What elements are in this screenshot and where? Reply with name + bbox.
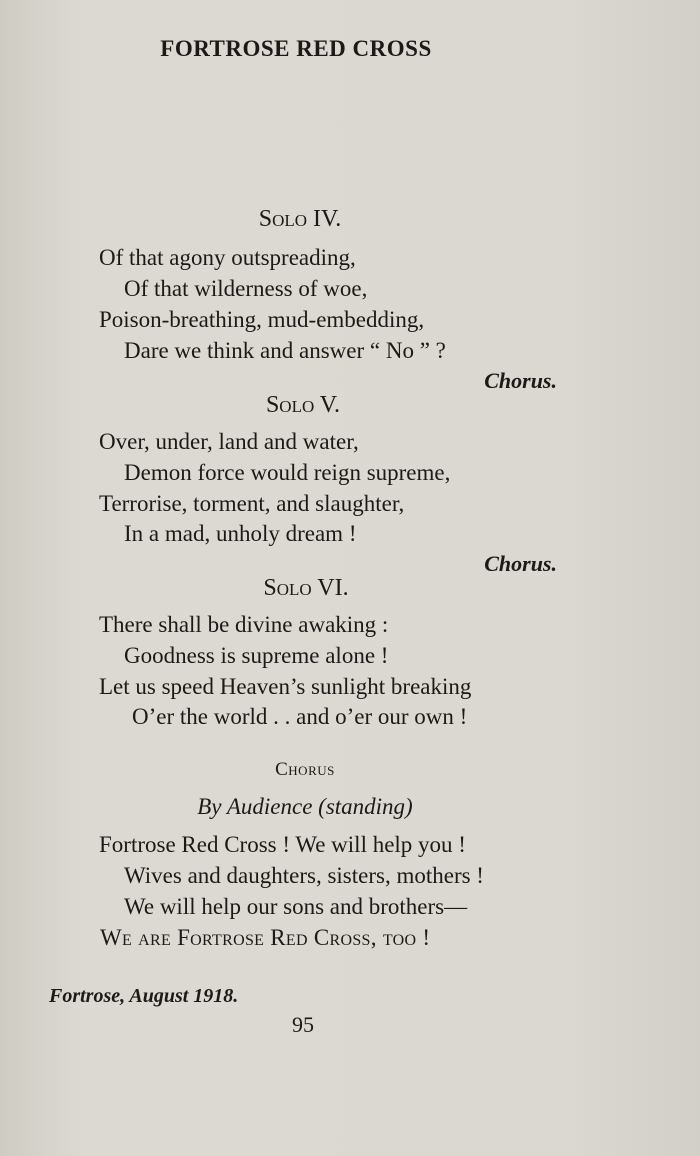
verse-line: Demon force would reign supreme, (124, 460, 451, 485)
chorus-cue: Chorus. (484, 368, 557, 393)
verse-line: We will help our sons and brothers— (124, 894, 468, 919)
verse-line: Fortrose Red Cross ! We will help you ! (99, 832, 466, 857)
page-number: 95 (292, 1012, 314, 1037)
stanza-heading-solo-iv: Solo IV. (258, 206, 342, 232)
verse-line: There shall be divine awaking : (99, 612, 389, 637)
chorus-subtitle-paren: (standing) (318, 794, 413, 819)
dateline: Fortrose, August 1918. (49, 985, 239, 1007)
chorus-subtitle (0, 794, 610, 820)
chorus-subtitle-prefix: By Audience (197, 794, 313, 819)
chorus-cue: Chorus. (484, 551, 557, 576)
running-head: FORTROSE RED CROSS (160, 36, 432, 61)
stanza-heading-solo-vi: Solo VI. (263, 575, 349, 601)
stanza-heading-solo-v: Solo V. (265, 392, 341, 418)
verse-line: Of that agony outspreading, (99, 245, 356, 270)
verse-line: Let us speed Heaven’s sunlight breaking (99, 674, 472, 699)
verse-line: Terrorise, torment, and slaughter, (99, 491, 405, 516)
verse-line: Of that wilderness of woe, (124, 276, 368, 301)
verse-line: Wives and daughters, sisters, mothers ! (124, 863, 484, 888)
verse-line: In a mad, unholy dream ! (124, 521, 357, 546)
verse-line: Dare we think and answer “ No ” ? (124, 338, 446, 363)
chorus-title: Chorus (275, 759, 335, 780)
chorus-final-line: We are Fortrose Red Cross, too ! (100, 925, 431, 950)
verse-line: Poison-breathing, mud-embedding, (99, 307, 425, 332)
verse-line: Goodness is supreme alone ! (124, 643, 389, 668)
verse-line: Over, under, land and water, (99, 429, 359, 454)
verse-line: O’er the world . . and o’er our own ! (132, 704, 468, 729)
